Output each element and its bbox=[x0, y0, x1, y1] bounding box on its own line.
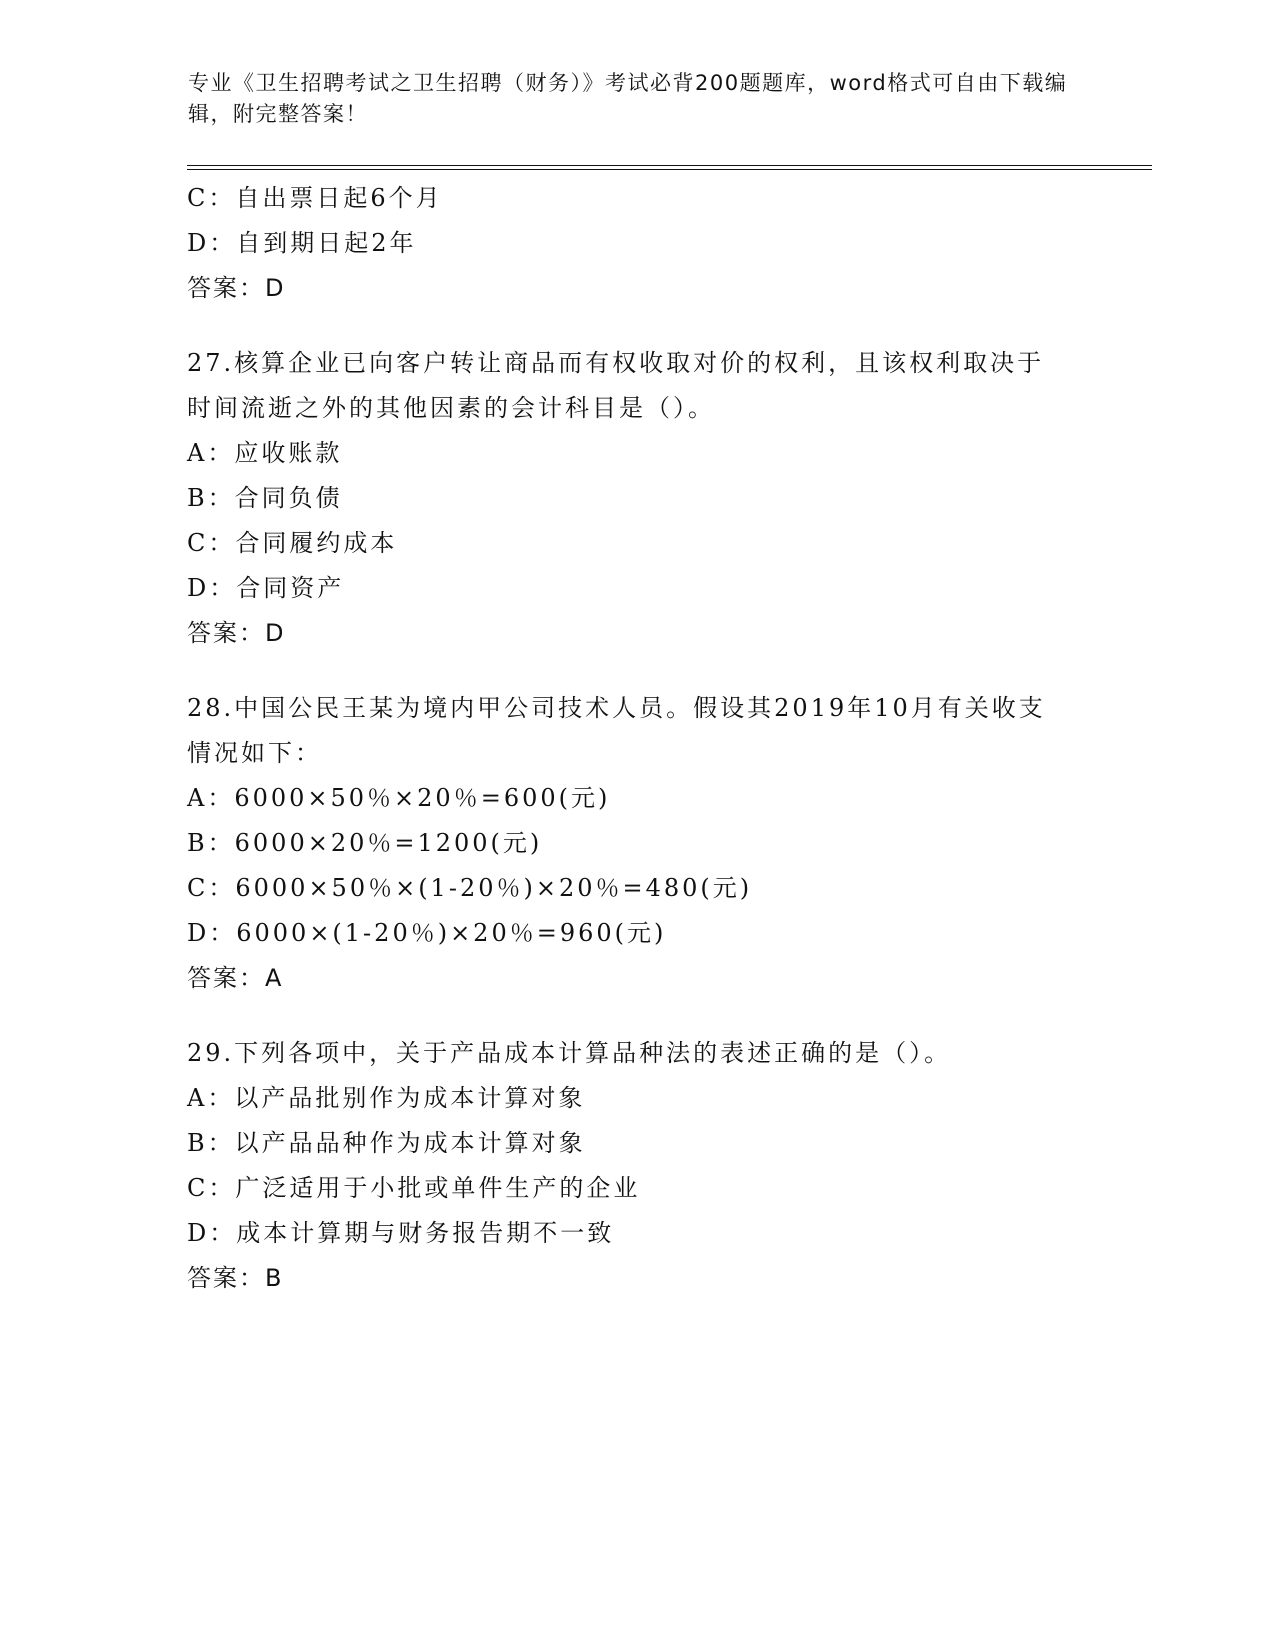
option-c: C：合同履约成本 bbox=[187, 529, 398, 557]
option-c: C：广泛适用于小批或单件生产的企业 bbox=[187, 1174, 641, 1202]
option-b: B：以产品品种作为成本计算对象 bbox=[187, 1129, 586, 1157]
option-d: D：合同资产 bbox=[187, 574, 345, 602]
answer-line: 答案：D bbox=[187, 619, 286, 647]
option-b: B：合同负债 bbox=[187, 484, 343, 512]
answer-line: 答案：B bbox=[187, 1264, 284, 1292]
header-divider bbox=[187, 165, 1152, 170]
option-c: C：6000×50％×(1-20％)×20％=480(元) bbox=[187, 874, 753, 902]
option-c: C：自出票日起6个月 bbox=[187, 184, 443, 212]
question-continued bbox=[187, 176, 1152, 311]
option-d: D：自到期日起2年 bbox=[187, 229, 417, 257]
option-d: D：6000×(1-20％)×20％=960(元) bbox=[187, 919, 667, 947]
option-d: D：成本计算期与财务报告期不一致 bbox=[187, 1219, 615, 1247]
answer-line: 答案：D bbox=[187, 274, 286, 302]
option-a: A：以产品批别作为成本计算对象 bbox=[187, 1084, 586, 1112]
document-header: 专业《卫生招聘考试之卫生招聘（财务）》考试必背200题题库，word格式可自由下载编辑，附完整答案！ bbox=[188, 71, 1068, 126]
question-28 bbox=[187, 686, 1152, 1001]
answer-line: 答案：A bbox=[187, 964, 284, 992]
option-a: A：应收账款 bbox=[187, 439, 343, 467]
option-a: A：6000×50％×20％=600(元) bbox=[187, 784, 611, 812]
question-stem: 28.中国公民王某为境内甲公司技术人员。假设其2019年10月有关收支情况如下： bbox=[187, 694, 1046, 767]
option-b: B：6000×20％=1200(元) bbox=[187, 829, 543, 857]
question-29 bbox=[187, 1031, 1152, 1301]
page-content bbox=[187, 68, 1152, 1301]
question-stem: 29.下列各项中，关于产品成本计算品种法的表述正确的是（）。 bbox=[187, 1039, 952, 1067]
question-stem: 27.核算企业已向客户转让商品而有权收取对价的权利，且该权利取决于时间流逝之外的其他因素的会计科目是（）。 bbox=[187, 349, 1045, 422]
question-27 bbox=[187, 341, 1152, 656]
